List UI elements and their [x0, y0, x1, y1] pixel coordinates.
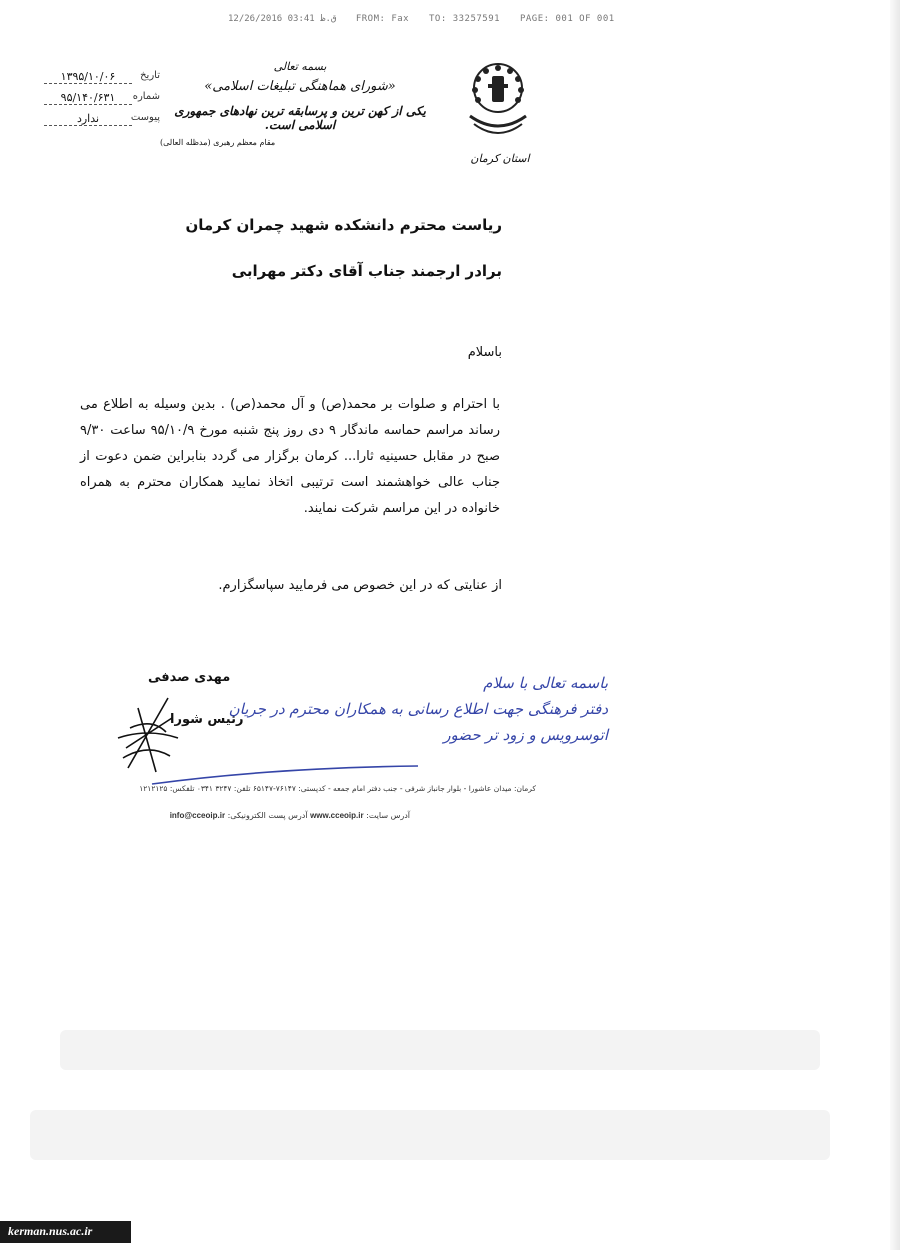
council-emblem-logo	[448, 54, 548, 144]
letterhead-center	[160, 60, 440, 147]
letter-body: با احترام و صلوات بر محمد(ص) و آل محمد(ص) . بدین وسیله به اطلاع می رساند مراسم حماسه ماندگار ۹ دی روز پنج شنبه مورخ ۹۵/۱۰/۹ ساعت ۹/۳۰ صبح در مقابل حسینیه ثارا... کرمان برگزار می گردد بنابراین ضمن دعوت از جناب عالی خواهشمند است ترتیبی اتخاذ نمایید همکاران محترم به همراه خانواده در این مراسم شرکت نمایند.	[80, 397, 500, 516]
meta-date	[20, 70, 160, 88]
recipient-line-1: ریاست محترم دانشکده شهید چمران کرمان	[185, 216, 502, 234]
meta-number	[20, 91, 160, 109]
handwritten-line-1: باسمه تعالی با سلام	[483, 674, 608, 692]
fax-header	[228, 14, 628, 24]
fax-page: PAGE: 001 OF 001	[519, 14, 615, 24]
number-value: ۹۵/۱۴۰/۶۳۱	[44, 91, 132, 105]
attachment-value: ندارد	[44, 112, 132, 126]
watermark-text: kerman.nus.ac.ir	[8, 1224, 93, 1238]
watermark-banner	[0, 1221, 131, 1243]
fax-datetime: 12/26/2016 ق.ظ 03:41	[228, 14, 337, 24]
signatory-title: رئیس شورا	[170, 712, 244, 727]
email-label: آدرس پست الکترونیکی:	[227, 811, 308, 820]
footer-address: کرمان: میدان عاشورا - بلوار جانباز شرفی - جنب دفتر امام جمعه - کدپستی: ۷۶۱۴۷-۶۵۱۴۷ تلفن: ۳۲۴۷ ۰۳۴۱ تلفکس: ۱۲۱۲۱۲۵	[139, 784, 536, 793]
number-label: شماره	[132, 91, 160, 102]
recipient-line-2: برادر ارجمند جناب آقای دکتر مهرابی	[231, 262, 502, 280]
leader-quote: یکی از کهن ترین و پرسابقه ترین نهادهای جمهوری اسلامی است.	[174, 104, 426, 132]
greeting: باسلام	[467, 345, 502, 360]
fax-to: TO: 33257591	[429, 14, 501, 24]
attachment-label: پیوست	[130, 112, 160, 123]
signatory-name: مهدی صدفی	[148, 670, 231, 685]
date-value: ۱۳۹۵/۱۰/۰۶	[44, 70, 132, 84]
handwritten-line-2: دفتر فرهنگی جهت اطلاع رسانی به همکاران محترم در جریان	[228, 700, 608, 718]
handwritten-note	[228, 670, 608, 770]
meta-attachment	[20, 112, 160, 130]
footer-contact	[150, 811, 410, 820]
quote-attribution: مقام معظم رهبری (مدظله العالی)	[160, 138, 276, 147]
province-label: استان کرمان	[470, 152, 530, 165]
email-link[interactable]: info@cceoip.ir	[169, 811, 226, 820]
handwritten-line-3: اتوسرویس و زود تر حضور	[443, 726, 608, 744]
fax-from: FROM: Fax	[355, 14, 410, 24]
website-link[interactable]: www.cceoip.ir	[310, 811, 364, 820]
date-label: تاریخ	[140, 70, 160, 81]
council-name: «شورای هماهنگی تبلیغات اسلامی»	[204, 79, 396, 94]
scan-artifact-row-1	[60, 1030, 820, 1070]
handwritten-underline	[150, 762, 420, 786]
scan-artifact-row-2	[30, 1110, 830, 1160]
scan-edge	[890, 0, 900, 1250]
closing-line: از عنایتی که در این خصوص می فرمایید سپاسگزارم.	[218, 578, 502, 593]
website-label: آدرس سایت:	[366, 811, 410, 820]
basmala: بسمه تعالی	[273, 60, 327, 73]
